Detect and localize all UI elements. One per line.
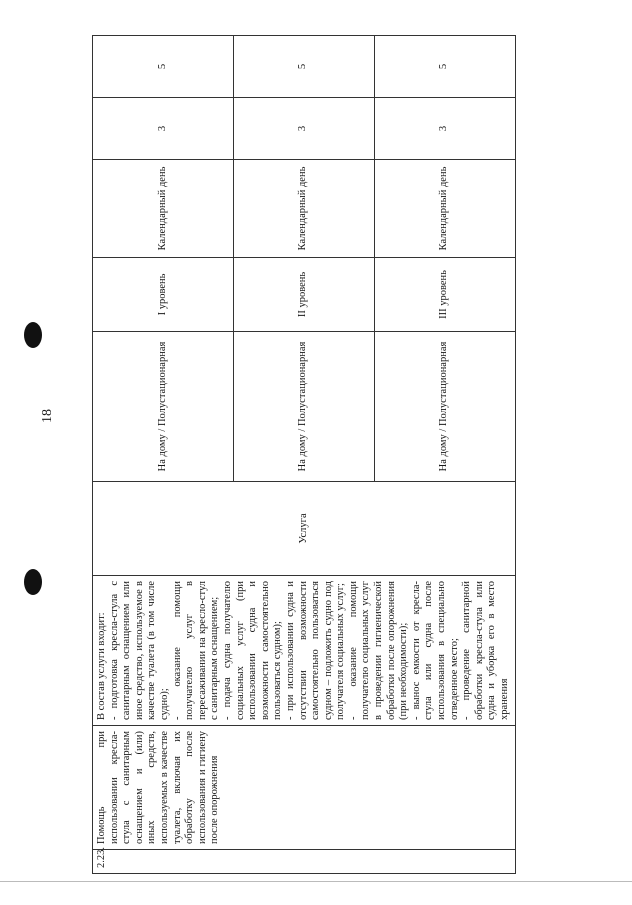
service-form: На дому / Полустационарная [374, 332, 515, 482]
services-table [92, 35, 516, 874]
service-period: Календарный день [93, 160, 234, 258]
description-line: - при использовании судна и отсутствии возможности самостоятельно пользоваться судном – подложить судно под получателя социальных услуг; [284, 581, 347, 720]
service-level: I уровень [93, 258, 234, 332]
description-line: - оказание помощи получателю услуг в пересаживании на кресло-стул с санитарным оснащением; [171, 581, 221, 720]
service-name: Помощь при использовании кресла-стула с санитарным оснащением и (или) иных средств, используемых в качестве туалета, включая их обработку после использования и гигиену после опорожнения [93, 726, 516, 850]
service-level: III уровень [374, 258, 515, 332]
service-level: II уровень [233, 258, 374, 332]
service-value-1: 3 [93, 98, 234, 160]
table-row [93, 36, 234, 874]
punch-hole-bottom [24, 569, 42, 595]
service-value-2: 5 [233, 36, 374, 98]
description-line: - подача судна получателю социальных услуг (при использовании судна и возможности самостоятельно пользоваться судном); [221, 581, 284, 720]
description-line: - оказание помощи получателю социальных услуг в проведении гигиенической обработки после опорожнения (при необходимости); [347, 581, 410, 720]
service-form: На дому / Полустационарная [93, 332, 234, 482]
description-line: В состав услуги входит: [96, 612, 107, 720]
unit-of-measure: Услуга [93, 482, 516, 576]
scan-edge-line [0, 881, 632, 882]
page-number: 18 [40, 409, 55, 423]
punch-hole-top [24, 322, 42, 348]
service-value-2: 5 [93, 36, 234, 98]
service-period: Календарный день [233, 160, 374, 258]
row-number: 2.23. [93, 850, 516, 874]
description-line: - проведение санитарной обработки кресла-стула или судна и уборка его в место хранения [461, 581, 510, 720]
description-line: - подготовка кресла-стула с санитарным оснащением или иное средство, используемое в качестве туалета (в том числе судно); [108, 581, 170, 720]
service-description [93, 576, 516, 726]
services-table-rotated [92, 36, 510, 874]
service-value-1: 3 [374, 98, 515, 160]
service-period: Календарный день [374, 160, 515, 258]
service-value-2: 5 [374, 36, 515, 98]
service-value-1: 3 [233, 98, 374, 160]
description-line: - вынос емкости от кресла-стула или судна после использования в специально отведенное место; [410, 581, 460, 720]
service-form: На дому / Полустационарная [233, 332, 374, 482]
